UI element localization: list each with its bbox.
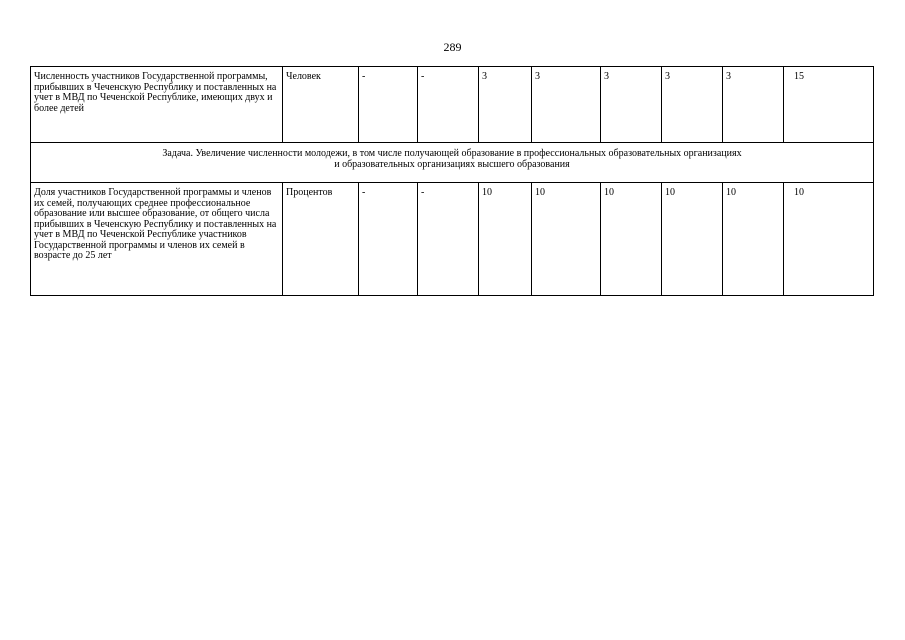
value-cell: 10 (723, 183, 784, 296)
value-cell: 3 (723, 67, 784, 143)
task-row (31, 143, 874, 183)
value-cell: 10 (784, 183, 874, 296)
table-row (31, 67, 874, 143)
table-row (31, 183, 874, 296)
task-line: и образовательных организациях высшего образования (334, 158, 570, 170)
value-cell: - (418, 67, 479, 143)
page-number: 289 (443, 40, 462, 54)
value-cell: 10 (479, 183, 532, 296)
unit-cell: Человек (283, 67, 359, 143)
indicator-name-cell: Доля участников Государственной программы и членов их семей, получающих среднее профессиональное образование или высшее образование, от общего числа прибывших в Чеченскую Республику и поставленных на учет в МВД по Чеченской Республике участников Государственной программы и членов их семей в возрасте до 25 лет (31, 183, 283, 296)
value-cell: 3 (601, 67, 662, 143)
value-cell: 3 (479, 67, 532, 143)
value-cell: - (418, 183, 479, 296)
task-cell (31, 143, 874, 183)
value-cell: 15 (784, 67, 874, 143)
value-cell: 10 (662, 183, 723, 296)
value-cell: - (359, 67, 418, 143)
value-cell: 3 (532, 67, 601, 143)
unit-cell: Процентов (283, 183, 359, 296)
indicators-table (30, 66, 874, 296)
value-cell: 3 (662, 67, 723, 143)
value-cell: 10 (532, 183, 601, 296)
task-line: Задача. Увеличение численности молодежи, в том числе получающей образование в профессиональных образовательных организациях (162, 148, 742, 159)
value-cell: 10 (601, 183, 662, 296)
indicator-name-cell: Численность участников Государственной программы, прибывших в Чеченскую Республику и поставленных на учет в МВД по Чеченской Республике, имеющих двух и более детей (31, 67, 283, 143)
value-cell: - (359, 183, 418, 296)
